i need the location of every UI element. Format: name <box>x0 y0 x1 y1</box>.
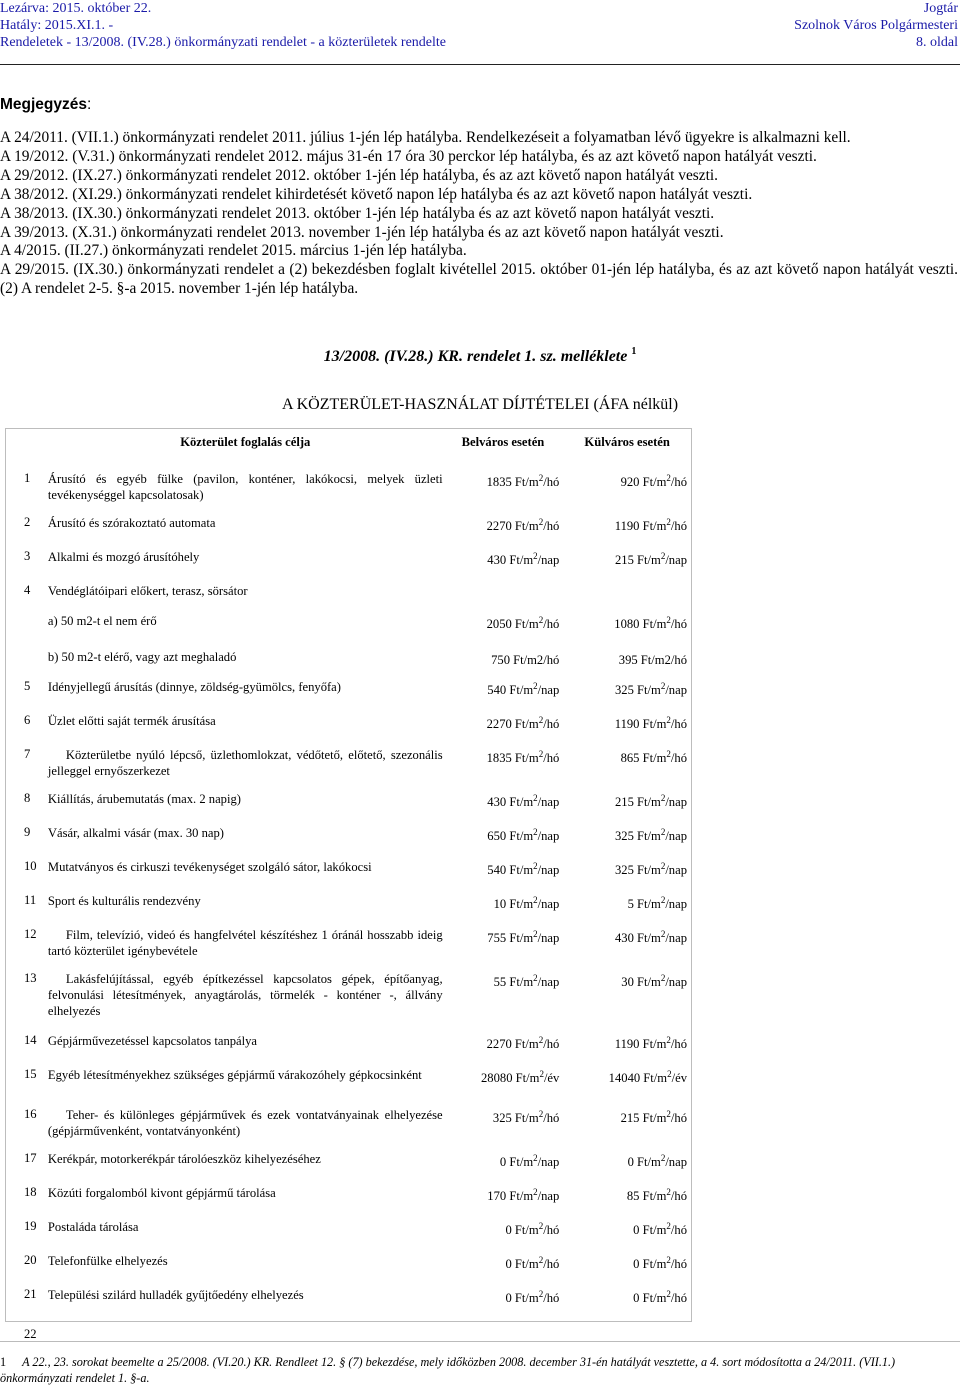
price-belvaros <box>443 1321 564 1342</box>
price-belvaros: 755 $Ft/m^2$/nap <box>487 928 560 945</box>
footnote-ref[interactable]: 1 <box>631 346 637 357</box>
row-description: Települési szilárd hulladék gyűjtőedény elhelyezés <box>47 1288 304 1302</box>
fee-table-title: A KÖZTERÜLET-HASZNÁLAT DÍJTÉTELEI (ÁFA nélkül) <box>281 396 679 413</box>
price-belvaros: 0 $Ft/m^2/hó$ <box>505 1254 560 1271</box>
table-row <box>6 1179 691 1213</box>
row-number <box>6 643 48 673</box>
table-header-row <box>6 429 691 465</box>
price-kulvaros: 395 Ft/m2/hó <box>618 653 687 667</box>
price-kulvaros: 85 $Ft/m^2/hó$ <box>626 1186 687 1203</box>
row-number: 16 <box>24 1107 37 1121</box>
fee-table <box>6 429 691 1342</box>
price-kulvaros <box>563 577 691 607</box>
note-paragraph: A 19/2012. (V.31.) önkormányzati rendelet 2012. május 31-én 17 óra 30 perckor lép hatályba, és az azt követő napon hatályát veszti. <box>0 147 817 165</box>
row-description: Sport és kulturális rendezvény <box>47 894 201 908</box>
row-number: 13 <box>24 971 37 985</box>
note-paragraph: A 29/2015. (IX.30.) önkormányzati rendelet a (2) bekezdésben foglalt kivétellel 2015. október 01-jén lép hatályba, és az azt követő napon hatályát veszti. (2) A rendelet 2-5. §-a 2015. november 1-jén lép hatályba. <box>0 261 958 298</box>
row-description: Kiállítás, árubemutatás (max. 2 napig) <box>47 792 241 806</box>
price-kulvaros: 0 $Ft/m^2/hó$ <box>633 1288 687 1305</box>
annex-title: 13/2008. (IV.28.) KR. rendelet 1. sz. melléklete $^1$ <box>323 346 637 365</box>
column-header-belvaros: Belváros esetén <box>461 435 545 449</box>
row-number: 2 <box>24 515 31 529</box>
column-header-kulvaros: Külváros esetén <box>584 435 670 449</box>
price-belvaros: 325 $Ft/m^2/hó$ <box>492 1108 560 1125</box>
row-number: 6 <box>24 713 31 727</box>
table-row <box>6 1145 691 1179</box>
row-number: 19 <box>24 1219 37 1233</box>
table-row <box>6 707 691 741</box>
table-row <box>6 1281 691 1321</box>
price-belvaros: 540 $Ft/m^2$/nap <box>487 860 560 877</box>
price-belvaros: 0 $Ft/m^2$/nap <box>499 1152 560 1169</box>
row-description: b) 50 m2-t elérő, vagy azt meghaladó <box>47 650 237 664</box>
price-kulvaros: 0 $Ft/m^2/hó$ <box>633 1220 687 1237</box>
table-row <box>6 1101 691 1145</box>
row-description: Gépjárművezetéssel kapcsolatos tanpálya <box>47 1034 258 1048</box>
row-description <box>48 1321 443 1342</box>
price-belvaros: 1835 $Ft/m^2/hó$ <box>486 472 560 489</box>
table-row <box>6 1061 691 1101</box>
row-number <box>6 607 48 643</box>
row-description: Üzlet előtti saját termék árusítása <box>47 714 216 728</box>
header-effective: Hatály: 2015.XI.1. - <box>0 18 114 33</box>
row-number: 4 <box>24 583 31 597</box>
row-number: 7 <box>24 747 31 761</box>
footnote-divider <box>0 1341 960 1342</box>
table-row <box>6 921 691 965</box>
price-kulvaros: 5 $Ft/m^2$/nap <box>627 894 687 911</box>
row-description: Telefonfülke elhelyezés <box>47 1254 168 1268</box>
table-row <box>6 643 691 673</box>
price-belvaros: 0 $Ft/m^2/hó$ <box>505 1220 560 1237</box>
row-description: Vendéglátóipari előkert, terasz, sörsátor <box>47 584 248 598</box>
note-paragraph: A 39/2013. (X.31.) önkormányzati rendelet 2013. november 1-jén lép hatályba és az azt követő napon hatályát veszti. <box>0 223 724 241</box>
row-number: 3 <box>24 549 31 563</box>
price-belvaros: 540 $Ft/m^2$/nap <box>487 680 560 697</box>
price-kulvaros: 215 $Ft/m^2$/nap <box>614 792 687 809</box>
header-document-title: Rendeletek - 13/2008. (IV.28.) önkormányzati rendelet - a közterületek rendelte <box>0 35 447 50</box>
row-description: Lakásfelújítással, egyéb építkezéssel kapcsolatos gépek, építőanyag, felvonulási létesítmények, anyagtárolás, törmelék - konténer -, állvány elhelyezés <box>47 972 443 1018</box>
table-row <box>6 1027 691 1061</box>
price-kulvaros: 1190 $Ft/m^2/hó$ <box>614 714 687 731</box>
price-kulvaros: 1080 $Ft/m^2/hó$ <box>614 614 687 631</box>
price-belvaros: 2270 $Ft/m^2/hó$ <box>486 516 560 533</box>
header-divider <box>0 64 960 65</box>
price-kulvaros: 215 $Ft/m^2/hó$ <box>620 1108 687 1125</box>
row-number: 9 <box>24 825 31 839</box>
price-belvaros: 0 $Ft/m^2/hó$ <box>505 1288 560 1305</box>
row-description: Árusító és szórakoztató automata <box>47 516 216 530</box>
note-paragraph: A 4/2015. (II.27.) önkormányzati rendelet 2015. március 1-jén lép hatályba. <box>0 242 467 260</box>
price-kulvaros: 865 $Ft/m^2/hó$ <box>620 748 687 765</box>
row-number: 22 <box>24 1327 37 1341</box>
price-kulvaros: 1190 $Ft/m^2/hó$ <box>614 516 687 533</box>
header-right <box>794 0 958 51</box>
price-belvaros: 2050 $Ft/m^2/hó$ <box>486 614 560 631</box>
price-kulvaros: 215 $Ft/m^2$/nap <box>614 550 687 567</box>
price-kulvaros: 14040 $Ft/m^2/év$ <box>608 1068 687 1085</box>
price-kulvaros: 325 $Ft/m^2$/nap <box>614 860 687 877</box>
note-paragraph: A 24/2011. (VII.1.) önkormányzati rendelet 2011. július 1-jén lép hatályba. Rendelkezéseit a folyamatban lévő ügyekre is alkalmazni kell. <box>0 129 851 146</box>
header-left <box>0 0 446 51</box>
table-row <box>6 741 691 785</box>
price-kulvaros: 325 $Ft/m^2$/nap <box>614 826 687 843</box>
price-kulvaros: 325 $Ft/m^2$/nap <box>614 680 687 697</box>
note-paragraph: A 38/2013. (IX.30.) önkormányzati rendelet 2013. október 1-jén lép hatályba és az azt követő napon hatályát veszti. <box>0 204 715 222</box>
row-number: 21 <box>24 1287 37 1301</box>
row-number: 5 <box>24 679 31 693</box>
row-description: Mutatványos és cirkuszi tevékenységet szolgáló sátor, lakókocsi <box>47 860 372 874</box>
header-page-number: 8. oldal <box>916 35 958 50</box>
table-row <box>6 543 691 577</box>
row-number: 11 <box>24 893 37 907</box>
table-row <box>6 887 691 921</box>
table-row <box>6 965 691 1027</box>
row-description: Film, televízió, videó és hangfelvétel készítéshez 1 óránál hosszabb ideig tartó közterület igénybevétele <box>47 928 443 958</box>
price-belvaros: 430 $Ft/m^2$/nap <box>487 792 560 809</box>
row-number: 20 <box>24 1253 37 1267</box>
row-description: Teher- és különleges gépjárművek és ezek vontatványainak elhelyezése (gépjárművenként, vontatványonként) <box>47 1108 443 1138</box>
table-row <box>6 607 691 643</box>
price-kulvaros: 30 $Ft/m^2$/nap <box>621 972 687 989</box>
table-row <box>6 1213 691 1247</box>
row-description: Alkalmi és mozgó árusítóhely <box>47 550 200 564</box>
footnote: 1 A 22., 23. sorokat beemelte a 25/2008. (VI.20.) KR. Rendleet 12. § (7) bekezdése, mely időközben 2008. december 31-én hatályát vesztette, a 4. sort módosította a 24/2011. (VII.1.) önkormányzati rendelet 1. §-a. <box>0 1355 896 1385</box>
row-description: Kerékpár, motorkerékpár tárolóeszköz kihelyezéséhez <box>47 1152 321 1166</box>
row-description: Árusító és egyéb fülke (pavilon, konténer, lakókocsi, melyek üzleti tevékenységgel kapcsolatosak) <box>47 472 443 502</box>
price-kulvaros: 0 $Ft/m^2$/nap <box>627 1152 687 1169</box>
table-row <box>6 1321 691 1342</box>
price-belvaros: 2270 $Ft/m^2/hó$ <box>486 714 560 731</box>
price-belvaros: 55 $Ft/m^2$/nap <box>493 972 560 989</box>
row-number: 8 <box>24 791 31 805</box>
price-kulvaros: 430 $Ft/m^2$/nap <box>614 928 687 945</box>
row-number: 14 <box>24 1033 37 1047</box>
price-kulvaros: 0 $Ft/m^2/hó$ <box>633 1254 687 1271</box>
notes-heading: Megjegyzés: <box>0 96 92 113</box>
price-kulvaros: 920 $Ft/m^2/hó$ <box>620 472 687 489</box>
row-number: 17 <box>24 1151 37 1165</box>
price-belvaros: 2270 $Ft/m^2/hó$ <box>486 1034 560 1051</box>
header-closed-date: Lezárva: 2015. október 22. <box>0 1 152 16</box>
table-row <box>6 853 691 887</box>
notes-body <box>0 129 958 299</box>
row-description: Vásár, alkalmi vásár (max. 30 nap) <box>47 826 224 840</box>
price-belvaros: 430 $Ft/m^2$/nap <box>487 550 560 567</box>
table-row <box>6 1247 691 1281</box>
price-kulvaros: 1190 $Ft/m^2/hó$ <box>614 1034 687 1051</box>
table-row <box>6 465 691 509</box>
row-description: Egyéb létesítményekhez szükséges gépjármű várakozóhely gépkocsinként <box>47 1068 422 1082</box>
price-belvaros: 170 $Ft/m^2$/nap <box>487 1186 560 1203</box>
row-number: 10 <box>24 859 37 873</box>
row-description: Közterületbe nyúló lépcső, üzlethomlokzat, védőtető, előtető, szezonális jelleggel ernyőszerkezet <box>47 748 443 778</box>
row-description: Postaláda tárolása <box>47 1220 139 1234</box>
table-row <box>6 577 691 607</box>
row-number: 15 <box>24 1067 37 1081</box>
price-belvaros: 650 $Ft/m^2$/nap <box>487 826 560 843</box>
row-description: Közúti forgalomból kivont gépjármű tárolása <box>47 1186 276 1200</box>
header-issuer: Szolnok Város Polgármesteri <box>794 18 958 33</box>
price-belvaros: 10 $Ft/m^2$/nap <box>493 894 560 911</box>
table-row <box>6 509 691 543</box>
price-kulvaros <box>563 1321 691 1342</box>
price-belvaros: 750 Ft/m2/hó <box>491 653 560 667</box>
price-belvaros: 1835 $Ft/m^2/hó$ <box>486 748 560 765</box>
row-description: a) 50 m2-t el nem érő <box>47 614 157 628</box>
header-publisher: Jogtár <box>923 1 958 16</box>
note-paragraph: A 38/2012. (XI.29.) önkormányzati rendelet kihirdetését követő napon lép hatályba és az azt követő napon hatályát veszti. <box>0 185 753 203</box>
table-row <box>6 785 691 819</box>
price-belvaros: 28080 $Ft/m^2/év$ <box>481 1068 560 1085</box>
column-header-purpose: Közterület foglalás célja <box>180 435 311 449</box>
price-belvaros <box>443 577 564 607</box>
row-number: 1 <box>24 471 31 485</box>
table-row <box>6 673 691 707</box>
row-description: Idényjellegű árusítás (dinnye, zöldség-gyümölcs, fenyőfa) <box>47 680 341 694</box>
row-number: 12 <box>24 927 37 941</box>
note-paragraph: A 29/2012. (IX.27.) önkormányzati rendelet 2012. október 1-jén lép hatályba, és az azt követő napon hatályát veszti. <box>0 166 719 184</box>
row-number: 18 <box>24 1185 37 1199</box>
table-row <box>6 819 691 853</box>
